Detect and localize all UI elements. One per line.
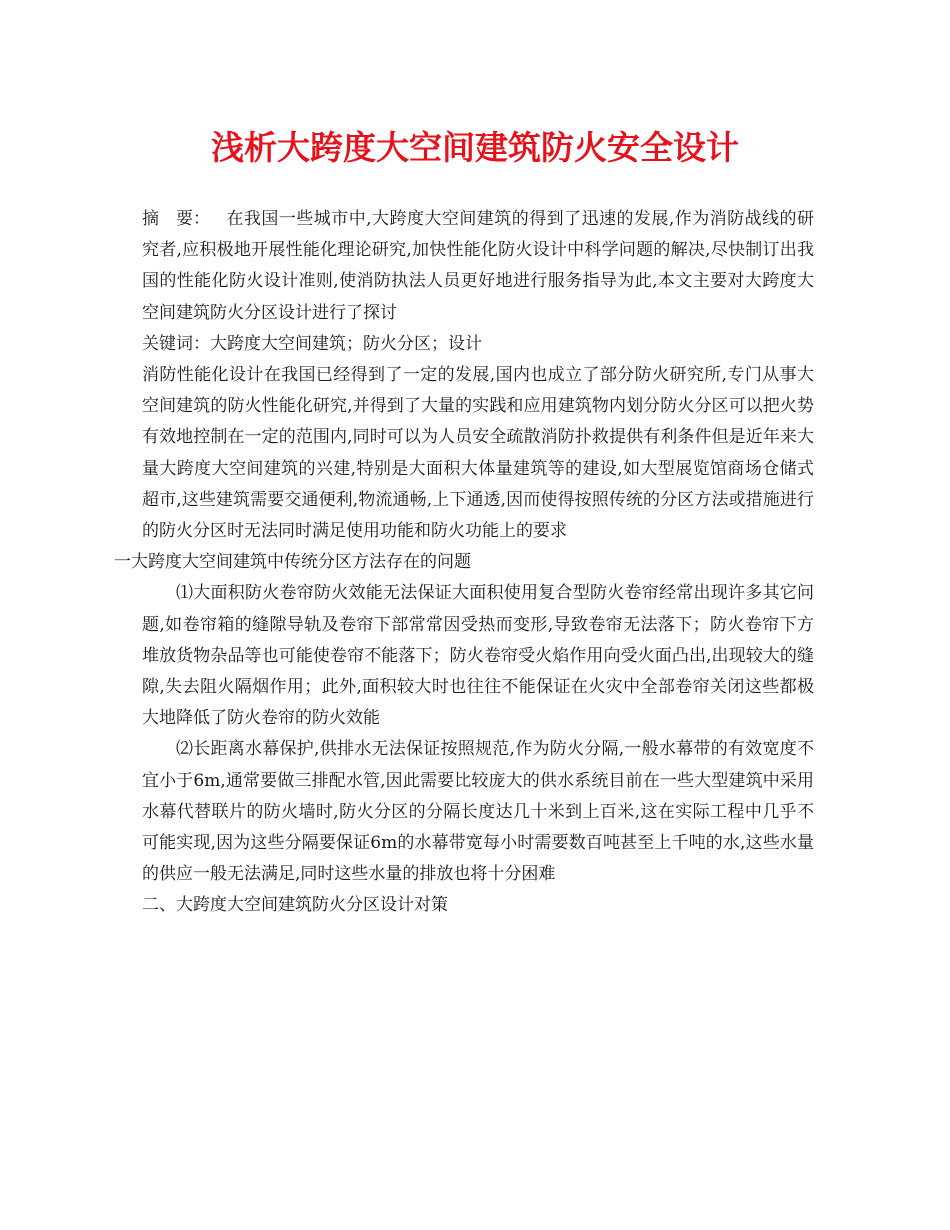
abstract-paragraph <box>142 204 814 329</box>
keywords-paragraph <box>142 329 814 360</box>
document-title: 浅析大跨度大空间建筑防火安全设计 <box>211 128 739 167</box>
keywords-label: 关键词： <box>142 333 210 354</box>
document-body <box>114 204 814 922</box>
section1-heading: 一大跨度大空间建筑中传统分区方法存在的问题 <box>114 552 471 573</box>
abstract-label: 摘 要： <box>142 209 210 229</box>
item1-paragraph: ⑴大面积防火卷帘防火效能无法保证大面积使用复合型防火卷帘经常出现许多其它问题,如卷帘箱的缝隙导轨及卷帘下部常常因受热而变形,导致卷帘无法落下；防火卷帘下方堆放货物杂品等也可能使卷帘不能落下；防火卷帘受火焰作用向受火面凸出,出现较大的缝隙,失去阻火隔烟作用；此外,面积较大时也往往不能保证在火灾中全部卷帘关闭这些都极大地降低了防火卷帘的防火效能 <box>142 583 814 729</box>
section2-heading: 二、大跨度大空间建筑防火分区设计对策 <box>142 895 448 916</box>
intro-paragraph: 消防性能化设计在我国已经得到了一定的发展,国内也成立了部分防火研究所,专门从事大空间建筑的防火性能化研究,并得到了大量的实践和应用建筑物内划分防火分区可以把火势有效地控制在一定的范围内,同时可以为人员安全疏散消防扑救提供有利条件但是近年来大量大跨度大空间建筑的兴建,特别是大面积大体量建筑等的建设,如大型展览馆商场仓储式超市,这些建筑需要交通便利,物流通畅,上下通透,因而使得按照传统的分区方法或措施进行的防火分区时无法同时满足使用功能和防火功能上的要求 <box>142 365 814 542</box>
item2-paragraph: ⑵长距离水幕保护,供排水无法保证按照规范,作为防火分隔,一般水幕带的有效宽度不宜小于6m,通常要做三排配水管,因此需要比较庞大的供水系统目前在一些大型建筑中采用水幕代替联片的防火墙时,防火分区的分隔长度达几十米到上百米,这在实际工程中几乎不可能实现,因为这些分隔要保证6m的水幕带宽每小时需要数百吨甚至上千吨的水,这些水量的供应一般无法满足,同时这些水量的排放也将十分困难 <box>142 739 814 885</box>
keywords-text: 大跨度大空间建筑；防火分区；设计 <box>210 333 482 354</box>
abstract-text: 在我国一些城市中,大跨度大空间建筑的得到了迅速的发展,作为消防战线的研究者,应积极地开展性能化理论研究,加快性能化防火设计中科学问题的解决,尽快制订出我国的性能化防火设计准则,使消防执法人员更好地进行服务指导为此,本文主要对大跨度大空间建筑防火分区设计进行了探讨 <box>142 209 814 323</box>
